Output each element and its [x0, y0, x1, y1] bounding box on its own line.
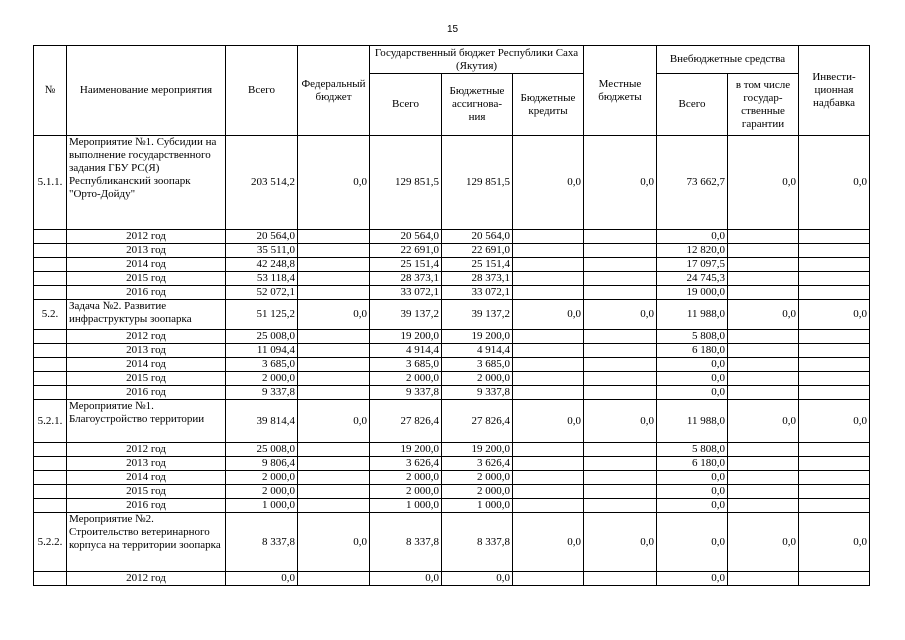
- cell-federal: 0,0: [298, 136, 370, 230]
- cell-state-total: 33 072,1: [370, 286, 442, 300]
- cell-local: [584, 572, 657, 586]
- cell-extra-guarantee: [728, 272, 799, 286]
- cell-extra-total: 0,0: [657, 386, 728, 400]
- cell-extra-guarantee: [728, 572, 799, 586]
- table-row-year: [34, 372, 870, 386]
- cell-federal: [298, 358, 370, 372]
- row-code: [34, 499, 67, 513]
- cell-invest: [799, 386, 870, 400]
- cell-extra-total: 5 808,0: [657, 443, 728, 457]
- row-name: Задача №2. Развитие инфраструктуры зоопарка: [67, 300, 226, 330]
- cell-state-alloc: 20 564,0: [442, 230, 513, 244]
- cell-state-total: 2 000,0: [370, 485, 442, 499]
- cell-state-credits: [513, 230, 584, 244]
- cell-state-credits: [513, 471, 584, 485]
- header-local: Местные бюджеты: [584, 46, 657, 136]
- cell-local: [584, 386, 657, 400]
- row-code: [34, 443, 67, 457]
- cell-state-credits: [513, 499, 584, 513]
- table-row-year: [34, 230, 870, 244]
- cell-invest: [799, 330, 870, 344]
- row-name: 2014 год: [67, 358, 226, 372]
- header-num: №: [34, 46, 67, 136]
- table-row-year: [34, 572, 870, 586]
- cell-state-alloc: 2 000,0: [442, 372, 513, 386]
- cell-extra-total: 0,0: [657, 499, 728, 513]
- cell-state-alloc: 4 914,4: [442, 344, 513, 358]
- cell-extra-total: 24 745,3: [657, 272, 728, 286]
- cell-invest: [799, 244, 870, 258]
- table-body: [34, 136, 870, 586]
- row-code: [34, 230, 67, 244]
- row-name: 2012 год: [67, 443, 226, 457]
- cell-invest: 0,0: [799, 513, 870, 572]
- cell-local: [584, 443, 657, 457]
- row-name: 2016 год: [67, 286, 226, 300]
- cell-total: 11 094,4: [226, 344, 298, 358]
- cell-extra-guarantee: [728, 485, 799, 499]
- cell-state-alloc: 0,0: [442, 572, 513, 586]
- cell-state-alloc: 33 072,1: [442, 286, 513, 300]
- cell-local: [584, 471, 657, 485]
- table-row: [34, 300, 870, 330]
- cell-extra-guarantee: [728, 344, 799, 358]
- cell-federal: [298, 230, 370, 244]
- table-row-year: [34, 330, 870, 344]
- cell-state-alloc: 3 626,4: [442, 457, 513, 471]
- cell-extra-guarantee: [728, 372, 799, 386]
- cell-invest: [799, 344, 870, 358]
- cell-state-alloc: 22 691,0: [442, 244, 513, 258]
- cell-extra-guarantee: [728, 230, 799, 244]
- row-name: 2012 год: [67, 230, 226, 244]
- cell-total: 2 000,0: [226, 372, 298, 386]
- cell-state-credits: [513, 358, 584, 372]
- cell-total: 203 514,2: [226, 136, 298, 230]
- cell-state-total: 25 151,4: [370, 258, 442, 272]
- cell-federal: 0,0: [298, 300, 370, 330]
- cell-invest: 0,0: [799, 136, 870, 230]
- cell-extra-total: 0,0: [657, 513, 728, 572]
- cell-federal: 0,0: [298, 400, 370, 443]
- page-number: 15: [446, 24, 459, 35]
- cell-extra-guarantee: [728, 330, 799, 344]
- cell-state-credits: 0,0: [513, 400, 584, 443]
- cell-extra-total: 0,0: [657, 358, 728, 372]
- cell-invest: [799, 258, 870, 272]
- row-name: 2016 год: [67, 499, 226, 513]
- row-code: [34, 471, 67, 485]
- cell-state-total: 3 626,4: [370, 457, 442, 471]
- row-code: 5.2.: [34, 300, 67, 330]
- header-federal: Федеральный бюджет: [298, 46, 370, 136]
- cell-state-alloc: 2 000,0: [442, 485, 513, 499]
- cell-local: [584, 330, 657, 344]
- table-row: [34, 513, 870, 572]
- table-row-year: [34, 471, 870, 485]
- cell-local: [584, 286, 657, 300]
- cell-state-credits: [513, 286, 584, 300]
- cell-state-credits: [513, 272, 584, 286]
- cell-extra-guarantee: [728, 258, 799, 272]
- cell-local: [584, 244, 657, 258]
- cell-invest: [799, 272, 870, 286]
- cell-state-total: 20 564,0: [370, 230, 442, 244]
- cell-state-total: 9 337,8: [370, 386, 442, 400]
- cell-invest: [799, 358, 870, 372]
- row-name: 2013 год: [67, 344, 226, 358]
- row-code: 5.2.1.: [34, 400, 67, 443]
- cell-total: 8 337,8: [226, 513, 298, 572]
- cell-extra-total: 6 180,0: [657, 457, 728, 471]
- cell-total: 42 248,8: [226, 258, 298, 272]
- cell-state-total: 28 373,1: [370, 272, 442, 286]
- cell-invest: [799, 443, 870, 457]
- header-state-total: Всего: [370, 74, 442, 136]
- header-extra-total: Всего: [657, 74, 728, 136]
- table-row-year: [34, 344, 870, 358]
- cell-invest: [799, 471, 870, 485]
- row-name: 2015 год: [67, 272, 226, 286]
- cell-local: [584, 358, 657, 372]
- cell-federal: [298, 485, 370, 499]
- cell-federal: 0,0: [298, 513, 370, 572]
- row-name: Мероприятие №2. Строительство ветеринарного корпуса на территории зоопарка: [67, 513, 226, 572]
- table-row-year: [34, 358, 870, 372]
- cell-extra-total: 0,0: [657, 372, 728, 386]
- cell-state-alloc: 1 000,0: [442, 499, 513, 513]
- row-code: 5.2.2.: [34, 513, 67, 572]
- cell-total: 3 685,0: [226, 358, 298, 372]
- cell-state-total: 3 685,0: [370, 358, 442, 372]
- cell-state-total: 129 851,5: [370, 136, 442, 230]
- cell-state-alloc: 8 337,8: [442, 513, 513, 572]
- cell-federal: [298, 457, 370, 471]
- cell-extra-guarantee: [728, 244, 799, 258]
- cell-invest: [799, 572, 870, 586]
- cell-extra-total: 73 662,7: [657, 136, 728, 230]
- cell-invest: 0,0: [799, 400, 870, 443]
- cell-extra-guarantee: 0,0: [728, 513, 799, 572]
- cell-state-credits: 0,0: [513, 136, 584, 230]
- cell-state-credits: [513, 244, 584, 258]
- cell-state-credits: [513, 330, 584, 344]
- cell-extra-guarantee: [728, 358, 799, 372]
- row-code: [34, 344, 67, 358]
- cell-state-credits: [513, 344, 584, 358]
- header-extra-budget: Внебюджетные средства: [657, 46, 799, 74]
- header-state-credits: Бюджетные кредиты: [513, 74, 584, 136]
- cell-state-credits: 0,0: [513, 513, 584, 572]
- cell-invest: [799, 372, 870, 386]
- row-name: Мероприятие №1. Субсидии на выполнение государственного задания ГБУ РС(Я) Республиканский зоопарк "Орто-Дойду": [67, 136, 226, 230]
- header-extra-guarantee: в том числе государ-ственные гарантии: [728, 74, 799, 136]
- table-row-year: [34, 499, 870, 513]
- cell-state-credits: 0,0: [513, 300, 584, 330]
- cell-extra-guarantee: [728, 457, 799, 471]
- cell-state-total: 1 000,0: [370, 499, 442, 513]
- cell-state-total: 4 914,4: [370, 344, 442, 358]
- cell-federal: [298, 258, 370, 272]
- cell-local: [584, 499, 657, 513]
- cell-extra-total: 11 988,0: [657, 400, 728, 443]
- cell-federal: [298, 244, 370, 258]
- row-name: 2015 год: [67, 372, 226, 386]
- cell-extra-guarantee: 0,0: [728, 300, 799, 330]
- cell-state-alloc: 27 826,4: [442, 400, 513, 443]
- cell-state-credits: [513, 372, 584, 386]
- cell-state-alloc: 3 685,0: [442, 358, 513, 372]
- budget-table: [33, 45, 870, 586]
- table-row-year: [34, 286, 870, 300]
- cell-total: 35 511,0: [226, 244, 298, 258]
- cell-state-total: 8 337,8: [370, 513, 442, 572]
- cell-total: 1 000,0: [226, 499, 298, 513]
- cell-extra-guarantee: [728, 499, 799, 513]
- cell-federal: [298, 499, 370, 513]
- row-name: Мероприятие №1. Благоустройство территории: [67, 400, 226, 443]
- cell-local: [584, 485, 657, 499]
- cell-invest: [799, 286, 870, 300]
- cell-total: 25 008,0: [226, 443, 298, 457]
- cell-state-credits: [513, 572, 584, 586]
- row-code: [34, 457, 67, 471]
- cell-local: [584, 272, 657, 286]
- cell-extra-total: 19 000,0: [657, 286, 728, 300]
- cell-total: 2 000,0: [226, 485, 298, 499]
- cell-local: [584, 457, 657, 471]
- cell-federal: [298, 286, 370, 300]
- cell-total: 20 564,0: [226, 230, 298, 244]
- cell-state-alloc: 2 000,0: [442, 471, 513, 485]
- table-row: [34, 136, 870, 230]
- cell-local: 0,0: [584, 513, 657, 572]
- cell-total: 9 806,4: [226, 457, 298, 471]
- cell-state-credits: [513, 258, 584, 272]
- cell-total: 51 125,2: [226, 300, 298, 330]
- cell-invest: [799, 230, 870, 244]
- row-code: [34, 272, 67, 286]
- header-state-alloc: Бюджетные ассигнова-ния: [442, 74, 513, 136]
- cell-federal: [298, 443, 370, 457]
- cell-total: 0,0: [226, 572, 298, 586]
- table-row-year: [34, 244, 870, 258]
- cell-state-alloc: 19 200,0: [442, 443, 513, 457]
- cell-total: 53 118,4: [226, 272, 298, 286]
- table-row-year: [34, 443, 870, 457]
- cell-state-total: 19 200,0: [370, 443, 442, 457]
- cell-state-credits: [513, 485, 584, 499]
- cell-extra-guarantee: [728, 286, 799, 300]
- cell-extra-total: 0,0: [657, 485, 728, 499]
- cell-invest: 0,0: [799, 300, 870, 330]
- cell-state-alloc: 39 137,2: [442, 300, 513, 330]
- cell-extra-total: 17 097,5: [657, 258, 728, 272]
- row-code: [34, 358, 67, 372]
- row-name: 2016 год: [67, 386, 226, 400]
- row-code: 5.1.1.: [34, 136, 67, 230]
- header-invest: Инвести-ционная надбавка: [799, 46, 870, 136]
- row-name: 2012 год: [67, 330, 226, 344]
- row-name: 2014 год: [67, 258, 226, 272]
- table-row: [34, 400, 870, 443]
- cell-federal: [298, 471, 370, 485]
- header-name: Наименование мероприятия: [67, 46, 226, 136]
- cell-extra-total: 6 180,0: [657, 344, 728, 358]
- row-name: 2014 год: [67, 471, 226, 485]
- cell-state-alloc: 19 200,0: [442, 330, 513, 344]
- cell-extra-guarantee: [728, 443, 799, 457]
- cell-local: 0,0: [584, 300, 657, 330]
- cell-federal: [298, 272, 370, 286]
- cell-state-alloc: 9 337,8: [442, 386, 513, 400]
- cell-local: [584, 230, 657, 244]
- cell-extra-total: 0,0: [657, 471, 728, 485]
- table-row-year: [34, 386, 870, 400]
- cell-extra-guarantee: [728, 471, 799, 485]
- cell-state-alloc: 129 851,5: [442, 136, 513, 230]
- cell-local: [584, 344, 657, 358]
- row-name: 2015 год: [67, 485, 226, 499]
- row-code: [34, 330, 67, 344]
- cell-extra-total: 5 808,0: [657, 330, 728, 344]
- cell-federal: [298, 330, 370, 344]
- table-row-year: [34, 485, 870, 499]
- cell-total: 52 072,1: [226, 286, 298, 300]
- row-code: [34, 572, 67, 586]
- row-code: [34, 286, 67, 300]
- cell-federal: [298, 572, 370, 586]
- table-row-year: [34, 457, 870, 471]
- cell-state-total: 22 691,0: [370, 244, 442, 258]
- cell-state-credits: [513, 443, 584, 457]
- cell-extra-total: 11 988,0: [657, 300, 728, 330]
- cell-extra-guarantee: 0,0: [728, 136, 799, 230]
- cell-extra-guarantee: 0,0: [728, 400, 799, 443]
- cell-state-total: 2 000,0: [370, 471, 442, 485]
- row-name: 2012 год: [67, 572, 226, 586]
- cell-state-total: 0,0: [370, 572, 442, 586]
- row-name: 2013 год: [67, 244, 226, 258]
- cell-local: [584, 372, 657, 386]
- cell-federal: [298, 386, 370, 400]
- cell-federal: [298, 372, 370, 386]
- cell-total: 25 008,0: [226, 330, 298, 344]
- cell-invest: [799, 499, 870, 513]
- row-code: [34, 386, 67, 400]
- cell-total: 9 337,8: [226, 386, 298, 400]
- cell-total: 2 000,0: [226, 471, 298, 485]
- cell-invest: [799, 485, 870, 499]
- header-total: Всего: [226, 46, 298, 136]
- cell-state-total: 19 200,0: [370, 330, 442, 344]
- table-row-year: [34, 258, 870, 272]
- cell-federal: [298, 344, 370, 358]
- row-code: [34, 485, 67, 499]
- cell-extra-guarantee: [728, 386, 799, 400]
- cell-state-alloc: 28 373,1: [442, 272, 513, 286]
- cell-state-credits: [513, 457, 584, 471]
- cell-state-credits: [513, 386, 584, 400]
- table-row-year: [34, 272, 870, 286]
- row-name: 2013 год: [67, 457, 226, 471]
- row-code: [34, 258, 67, 272]
- cell-local: 0,0: [584, 400, 657, 443]
- cell-state-alloc: 25 151,4: [442, 258, 513, 272]
- row-code: [34, 244, 67, 258]
- cell-state-total: 2 000,0: [370, 372, 442, 386]
- cell-local: 0,0: [584, 136, 657, 230]
- cell-extra-total: 0,0: [657, 230, 728, 244]
- cell-total: 39 814,4: [226, 400, 298, 443]
- cell-extra-total: 12 820,0: [657, 244, 728, 258]
- cell-local: [584, 258, 657, 272]
- row-code: [34, 372, 67, 386]
- cell-invest: [799, 457, 870, 471]
- cell-extra-total: 0,0: [657, 572, 728, 586]
- cell-state-total: 27 826,4: [370, 400, 442, 443]
- header-state-budget: Государственный бюджет Республики Саха (Якутия): [370, 46, 584, 74]
- cell-state-total: 39 137,2: [370, 300, 442, 330]
